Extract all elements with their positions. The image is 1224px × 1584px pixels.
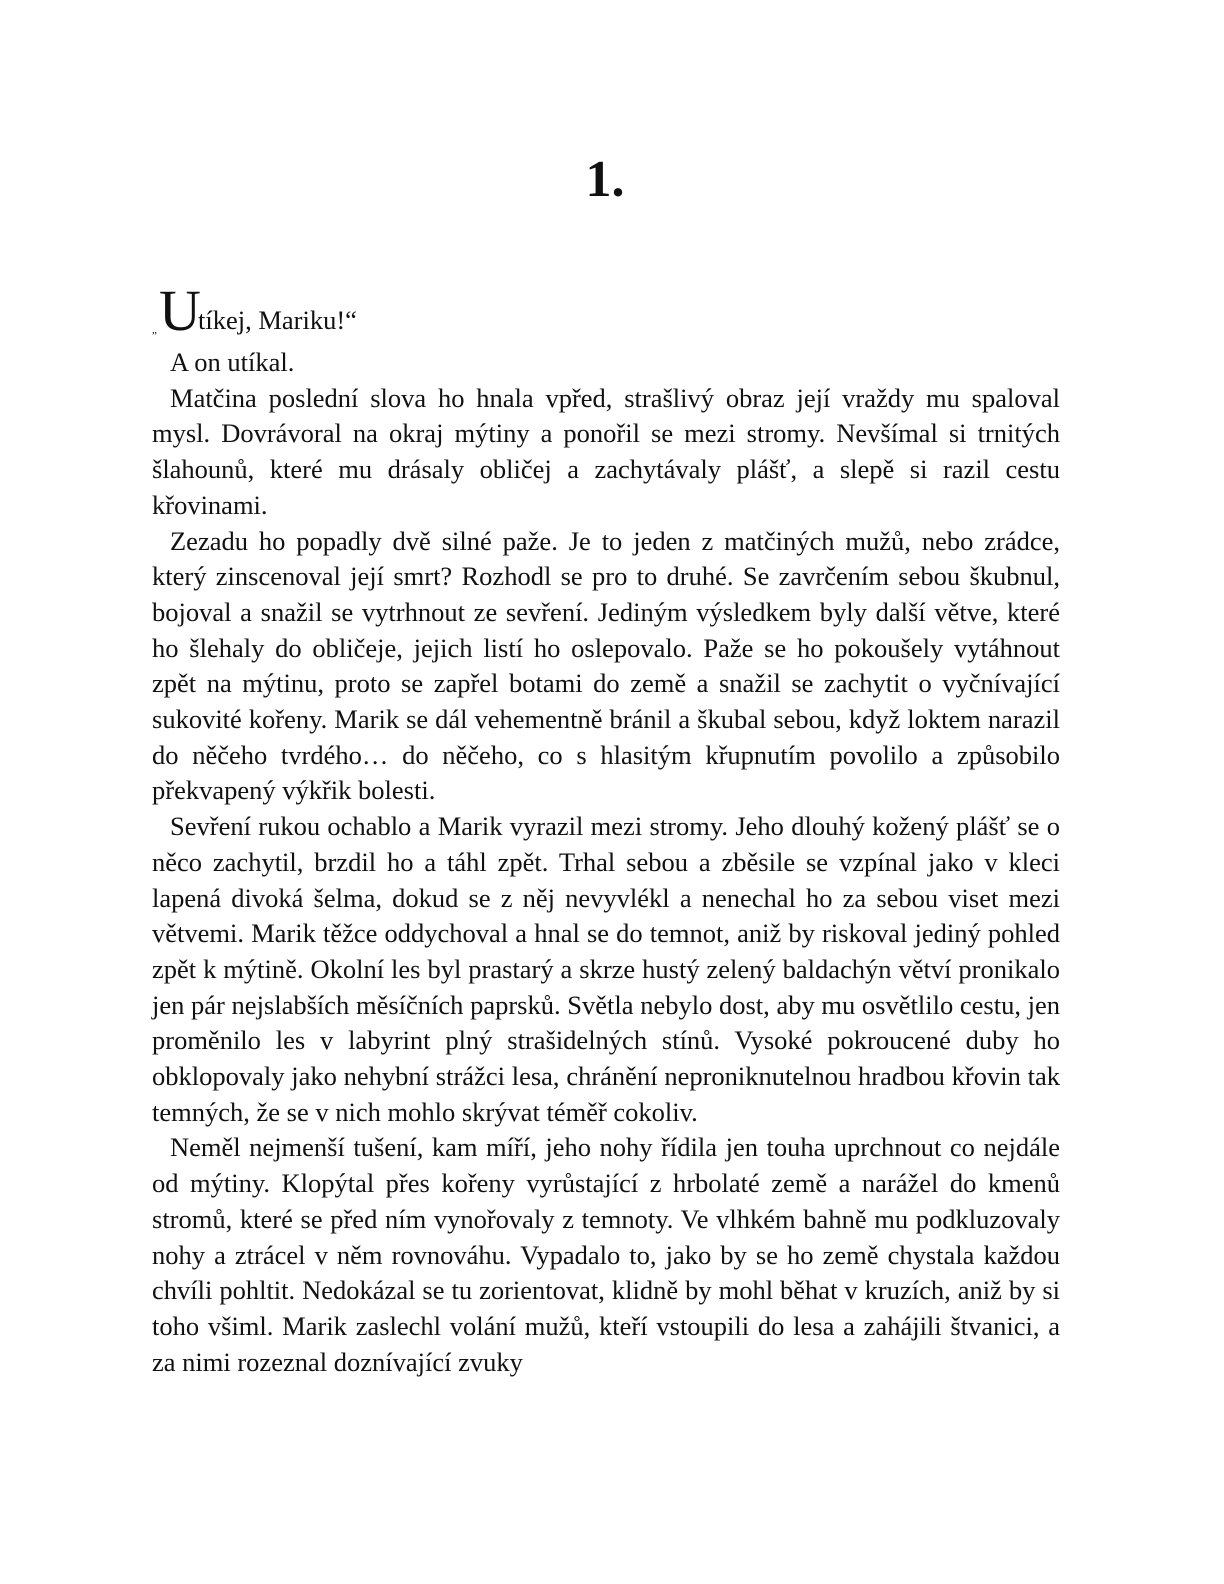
paragraph: Matčina poslední slova ho hnala vpřed, strašlivý obraz její vraždy mu spaloval mysl. Dovrávoral na okraj mýtiny a ponořil se mezi stromy. Nevšímal si trnitých šlahounů, které mu drásaly obličej a zachytávaly plášť, a slepě si razil cestu křovinami. — [152, 382, 1060, 520]
paragraph: Zezadu ho popadly dvě silné paže. Je to jeden z matčiných mužů, nebo zrádce, který zinscenoval její smrt? Rozhodl se pro to druhé. Se zavrčením sebou škubnul, bojoval a snažil se vytrhnout ze sevření. Jediným výsledkem byly další větve, které ho šlehaly do obličeje, jejich listí ho oslepovalo. Paže se ho pokoušely vytáhnout zpět na mýtinu, proto se zapřel botami do země a snažil se zachytit o vyčnívající sukovité kořeny. Marik se dál vehementně bránil a škubal sebou, když loktem narazil do něčeho tvrdého… do něčeho, co s hlasitým křupnutím povolilo a způsobilo překvapený výkřik bolesti. — [152, 525, 1060, 806]
paragraph: Neměl nejmenší tušení, kam míří, jeho nohy řídila jen touha uprchnout co nejdále od mýtiny. Klopýtal přes kořeny vyrůstající z hrbolaté země a narážel do kmenů stromů, které se před ním vynořovaly z temnoty. Ve vlhkém bahně mu podkluzovaly nohy a ztrácel v něm rovnováhu. Vypadalo to, jako by se ho země chystala každou chvíli pohltit. Nedokázal se tu zorientovat, klidně by mohl běhat v kruzích, aniž by si toho všiml. Marik zaslechl volání mužů, kteří vstoupili do lesa a zahájili štvanici, a za nimi rozeznal doznívající zvuky — [152, 1132, 1060, 1377]
opening-line-text: tíkej, Mariku!“ — [198, 305, 357, 335]
opening-line — [152, 278, 752, 343]
paragraph: A on utíkal. — [170, 347, 295, 377]
chapter-body — [152, 345, 1060, 1380]
paragraph: Sevření rukou ochablo a Marik vyrazil mezi stromy. Jeho dlouhý kožený plášť se o něco zachytil, brzdil ho a táhl zpět. Trhal sebou a zběsile se vzpínal jako v kleci lapená divoká šelma, dokud se z něj nevyvlékl a nenechal ho za sebou viset mezi větvemi. Marik těžce oddychoval a hnal se do temnot, aniž by riskoval jediný pohled zpět k mýtině. Okolní les byl prastarý a skrze hustý zelený baldachýn větví pronikalo jen pár nejslabších měsíčních paprsků. Světla nebylo dost, aby mu osvětlilo cestu, jen proměnilo les v labyrint plný strašidelných stínů. Vysoké pokroucené duby ho obklopovaly jako nehybní strážci lesa, chránění neproniknutelnou hradbou křovin tak temných, že se v nich mohlo skrývat téměř cokoliv. — [152, 811, 1060, 1127]
chapter-number: 1. — [585, 151, 625, 208]
drop-cap-letter: U — [159, 278, 201, 343]
opening-quote-mark: „ — [152, 324, 157, 336]
